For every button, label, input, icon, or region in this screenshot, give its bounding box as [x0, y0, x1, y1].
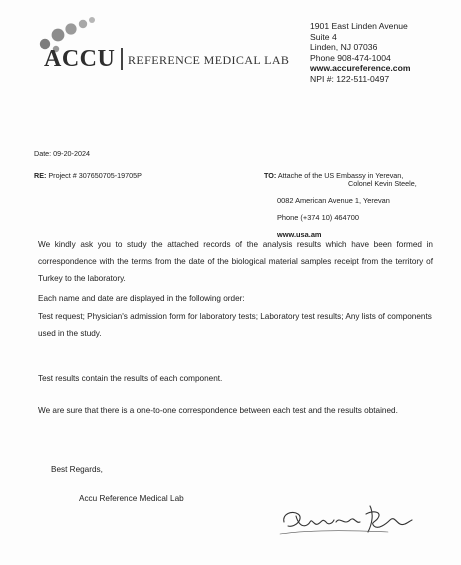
logo-wordmark: ACCU [44, 46, 116, 72]
re-label: RE: [34, 171, 47, 180]
logo-tagline: REFERENCE MEDICAL LAB [128, 53, 290, 67]
sender-website: www.accureference.com [310, 63, 411, 74]
sender-npi: NPI #: 122-511-0497 [310, 73, 390, 84]
signature-icon [278, 500, 418, 540]
letter-date: Date: 09-20-2024 [34, 149, 90, 158]
re-value: Project # 307650705-19705P [46, 171, 142, 180]
to-label: TO: [264, 171, 277, 180]
recipient-website: www.usa.am [277, 230, 322, 239]
sender-city: Linden, NJ 07036 [310, 42, 378, 53]
body-paragraph-3: Test request; Physician's admission form for laboratory tests; Laboratory test results; Any lists of components used in the study. [38, 312, 432, 338]
recipient-address: 0082 American Avenue 1, Yerevan [277, 196, 390, 205]
sender-address [310, 21, 410, 85]
sender-phone: Phone 908-474-1004 [310, 52, 391, 63]
sender-suite: Suite 4 [310, 31, 337, 42]
re-line [34, 171, 142, 180]
body-paragraph-5: We are sure that there is a one-to-one correspondence between each test and the results obtained. [38, 406, 398, 415]
recipient-phone: Phone (+374 10) 464700 [277, 213, 359, 222]
sender-street: 1901 East Linden Avenue [310, 21, 408, 31]
closing-regards: Best Regards, [51, 465, 103, 474]
closing-lab-name: Accu Reference Medical Lab [79, 494, 184, 503]
to-recipient: Attache of the US Embassy in Yerevan, [276, 171, 404, 180]
body-paragraph-2: Each name and date are displayed in the following order: [38, 294, 245, 303]
body-paragraph-1: We kindly ask you to study the attached records of the analysis results which have been formed in correspondence with the terms from the date of the biological material samples receipt from the territory of Turkey to the laboratory. [38, 240, 433, 283]
logo-divider [121, 48, 123, 70]
body-paragraph-4: Test results contain the results of each component. [38, 374, 223, 383]
to-recipient-name: Colonel Kevin Steele, [348, 179, 417, 188]
